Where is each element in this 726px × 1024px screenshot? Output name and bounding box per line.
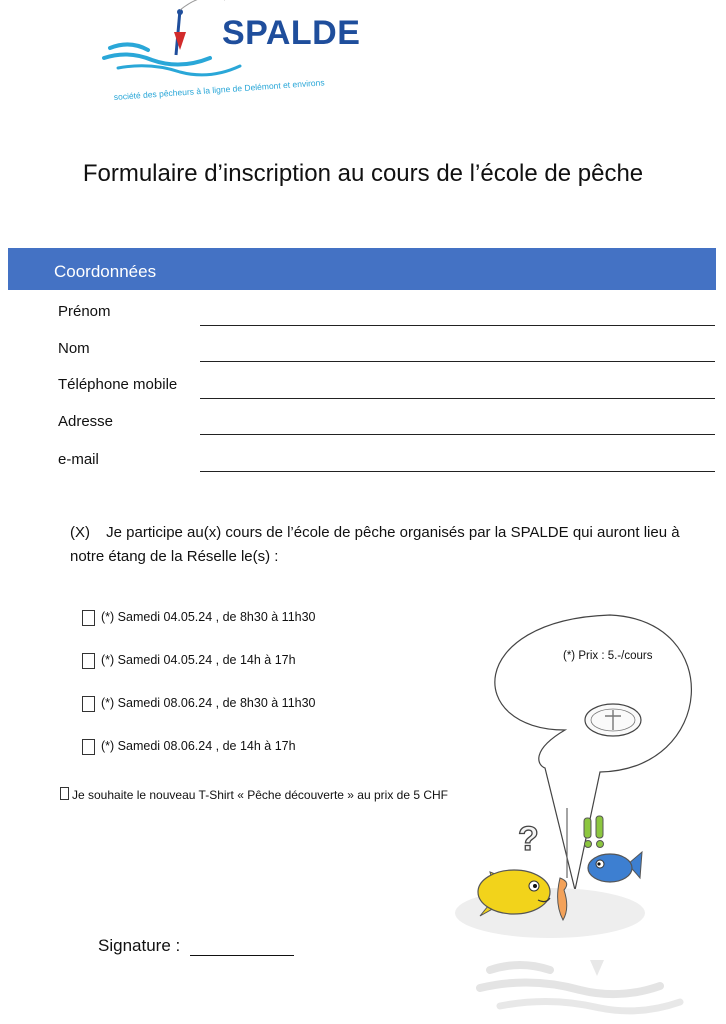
- nom-input-line[interactable]: [200, 361, 715, 362]
- participation-statement: [70, 521, 700, 569]
- email-input-line[interactable]: [200, 471, 715, 472]
- adresse-input-line[interactable]: [200, 434, 715, 435]
- course-checkbox-2[interactable]: [82, 653, 95, 669]
- section-title: Coordonnées: [54, 262, 157, 281]
- price-note: (*) Prix : 5.-/cours: [563, 650, 653, 662]
- field-label-email: e-mail: [58, 451, 99, 468]
- blue-fish-icon: [588, 852, 642, 882]
- field-label-nom: Nom: [58, 340, 90, 357]
- field-label-telephone: Téléphone mobile: [58, 376, 178, 393]
- participation-mark: (X): [70, 524, 90, 541]
- participation-text: Je participe au(x) cours de l’école de pêche organisés par la SPALDE qui auront lieu à notre étang de la Réselle le(s) :: [70, 524, 680, 565]
- prenom-input-line[interactable]: [200, 325, 715, 326]
- fish-illustration: [450, 808, 650, 940]
- course-option-3: (*) Samedi 08.06.24 , de 8h30 à 11h30: [101, 696, 316, 710]
- logo-name: SPALDE: [222, 14, 361, 52]
- signature-label: Signature :: [98, 936, 181, 955]
- telephone-input-line[interactable]: [200, 398, 715, 399]
- tshirt-option: [60, 787, 448, 802]
- course-checkbox-1[interactable]: [82, 610, 95, 626]
- tshirt-checkbox[interactable]: [60, 787, 69, 800]
- exclamation-icon: [584, 816, 604, 848]
- signature-line[interactable]: [190, 955, 294, 956]
- course-checkbox-3[interactable]: [82, 696, 95, 712]
- field-label-prenom: Prénom: [58, 303, 111, 320]
- course-checkbox-4[interactable]: [82, 739, 95, 755]
- page-title: Formulaire d’inscription au cours de l’école de pêche: [82, 160, 644, 187]
- watermark-waves: [470, 940, 726, 1024]
- course-option-4: (*) Samedi 08.06.24 , de 14h à 17h: [101, 739, 296, 753]
- field-label-adresse: Adresse: [58, 413, 114, 430]
- course-option-2: (*) Samedi 04.05.24 , de 14h à 17h: [101, 653, 296, 667]
- logo-tagline: société des pêcheurs à la ligne de Delémont et environs: [113, 77, 325, 102]
- course-option-1: (*) Samedi 04.05.24 , de 8h30 à 11h30: [101, 610, 316, 624]
- svg-text:?: ?: [518, 820, 539, 858]
- tshirt-label: Je souhaite le nouveau T-Shirt « Pêche découverte » au prix de 5 CHF: [72, 788, 449, 802]
